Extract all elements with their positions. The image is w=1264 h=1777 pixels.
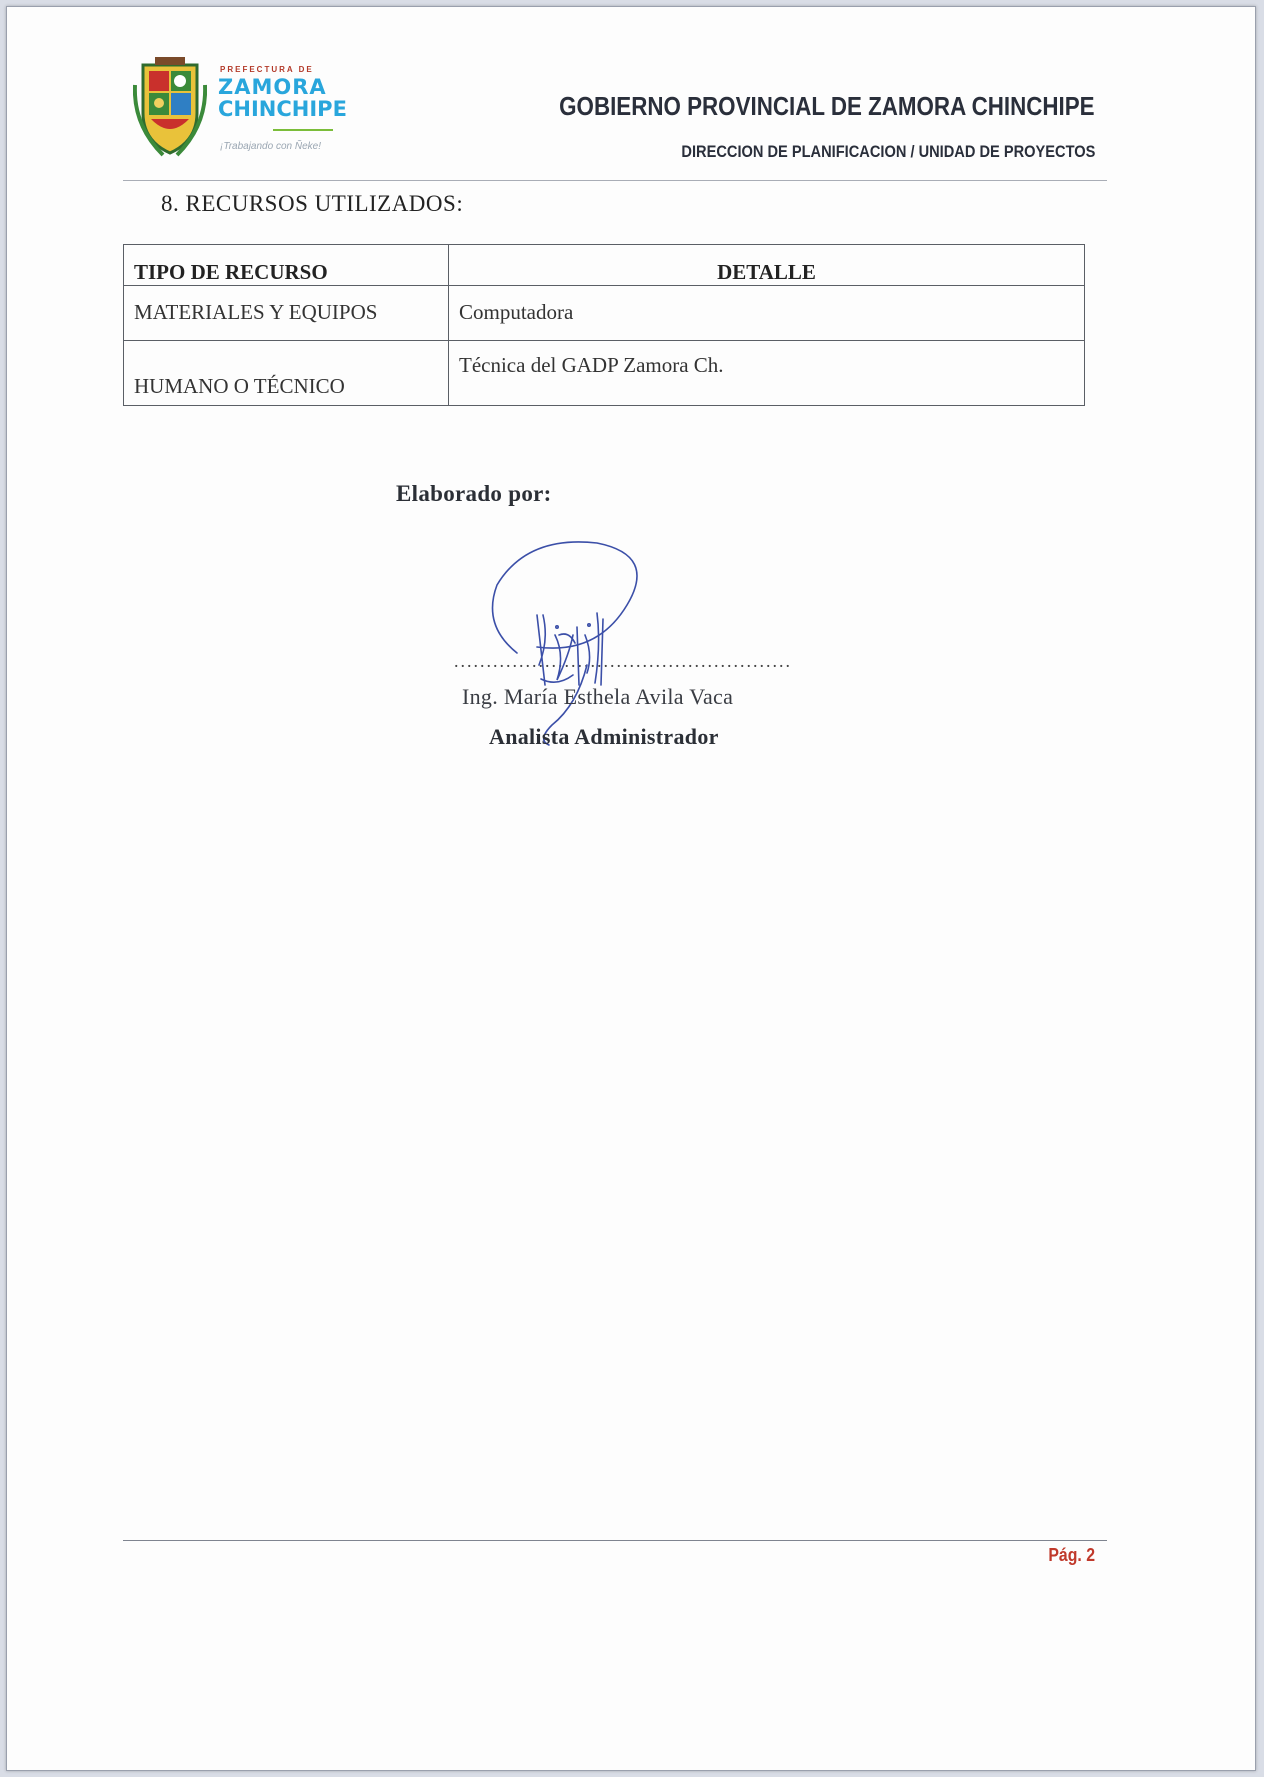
table-cell: Computadora xyxy=(449,286,1085,341)
table-row xyxy=(124,286,1085,341)
signer-name: Ing. María Esthela Avila Vaca xyxy=(462,684,734,709)
table-row xyxy=(124,341,1085,406)
prefectura-logo xyxy=(133,55,363,165)
table-header-cell: DETALLE xyxy=(449,245,1085,286)
page-number: Pág. 2 xyxy=(1048,1545,1095,1565)
logo-line-2: CHINCHIPE xyxy=(218,97,347,121)
logo-divider xyxy=(273,129,333,131)
logo-small-text: PREFECTURA DE xyxy=(220,65,314,74)
signer-role: Analista Administrador xyxy=(489,724,719,749)
table-cell: MATERIALES Y EQUIPOS xyxy=(124,286,449,341)
header-divider xyxy=(123,180,1107,181)
prepared-by-label: Elaborado por: xyxy=(396,481,552,506)
document-header-subtitle: DIRECCION DE PLANIFICACION / UNIDAD DE PROYECTOS xyxy=(681,142,1095,161)
table-cell: Técnica del GADP Zamora Ch. xyxy=(449,341,1085,406)
resources-table xyxy=(123,244,1085,406)
table-cell: HUMANO O TÉCNICO xyxy=(124,341,449,406)
logo-line-1: ZAMORA xyxy=(218,75,327,99)
footer-divider xyxy=(123,1540,1107,1541)
table-header-row xyxy=(124,245,1085,286)
document-page xyxy=(6,6,1256,1771)
section-title: 8. RECURSOS UTILIZADOS: xyxy=(161,191,464,216)
signature-line: .................................................... xyxy=(454,651,792,671)
logo-tagline: ¡Trabajando con Ñeke! xyxy=(220,141,321,152)
coat-of-arms-icon xyxy=(133,55,207,159)
document-header-title: GOBIERNO PROVINCIAL DE ZAMORA CHINCHIPE xyxy=(559,91,1095,121)
table-header-cell: TIPO DE RECURSO xyxy=(124,245,449,286)
